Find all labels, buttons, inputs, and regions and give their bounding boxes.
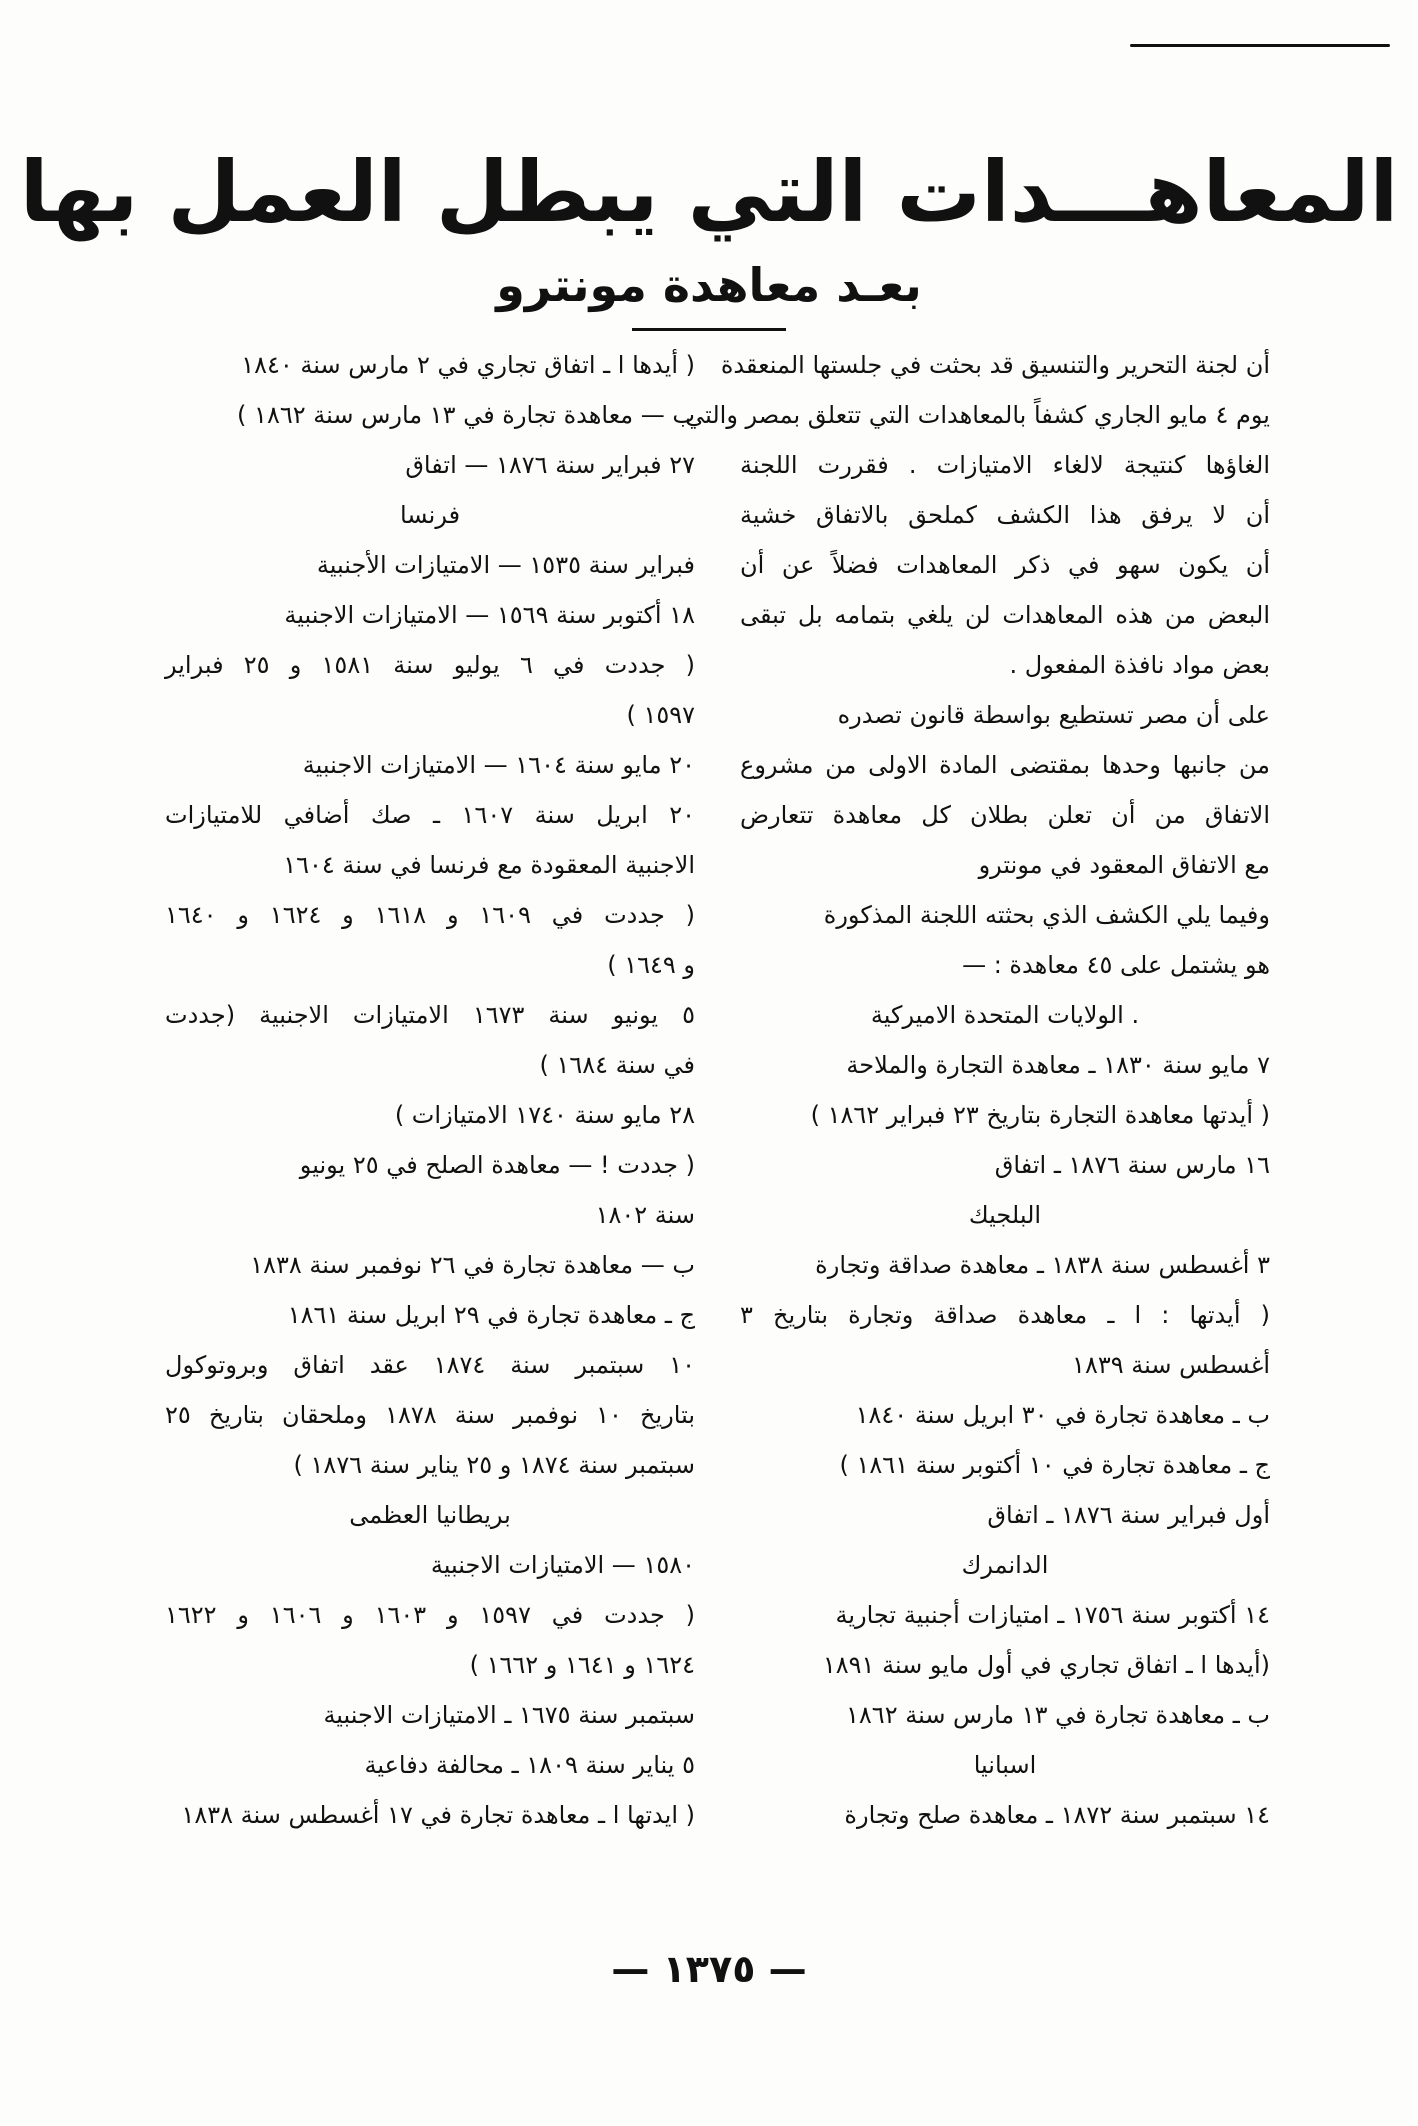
- text-line: ج ـ معاهدة تجارة في ٢٩ ابريل سنة ١٨٦١: [287, 1301, 695, 1329]
- text-line: أن يكون سهو في ذكر المعاهدات فضلاً عن أن: [740, 551, 1270, 579]
- text-line: الاتفاق من أن تعلن بطلان كل معاهدة تتعارض: [740, 801, 1270, 829]
- text-line: أن لا يرفق هذا الكشف كملحق بالاتفاق خشية: [740, 501, 1270, 529]
- text-line: هو يشتمل على ٤٥ معاهدة : —: [962, 951, 1270, 979]
- text-line: ب — معاهدة تجارة في ٢٦ نوفمبر سنة ١٨٣٨: [250, 1251, 695, 1279]
- text-line: ٥ يونيو سنة ١٦٧٣ الامتيازات الاجنبية (جددت: [165, 1001, 695, 1029]
- text-line: ١٦٢٤ و ١٦٤١ و ١٦٦٢ ): [469, 1651, 695, 1679]
- text-line: سنة ١٨٠٢: [595, 1201, 695, 1229]
- text-line: ( أيدتها : ا ـ معاهدة صداقة وتجارة بتاريخ ٣: [740, 1301, 1270, 1329]
- text-line: ( جددت في ٦ يوليو سنة ١٥٨١ و ٢٥ فبراير: [165, 651, 695, 679]
- page-subtitle: بعـد معاهدة مونترو: [496, 258, 922, 312]
- text-line: الغاؤها كنتيجة لالغاء الامتيازات . فقررت اللجنة: [740, 451, 1270, 479]
- text-line: ( أيدتها معاهدة التجارة بتاريخ ٢٣ فبراير ١٨٦٢ ): [810, 1101, 1270, 1129]
- text-line: سبتمبر سنة ١٦٧٥ ـ الامتيازات الاجنبية: [323, 1701, 695, 1729]
- text-line: ( ايدتها ا ـ معاهدة تجارة في ١٧ أغسطس سنة ١٨٣٨: [181, 1801, 695, 1829]
- text-line: أغسطس سنة ١٨٣٩: [1072, 1351, 1270, 1379]
- text-line: البعض من هذه المعاهدات لن يلغي بتمامه بل تبقى: [740, 601, 1270, 629]
- text-line: ١٤ أكتوبر سنة ١٧٥٦ ـ امتيازات أجنبية تجارية: [835, 1601, 1270, 1629]
- text-line: ١٠ سبتمبر سنة ١٨٧٤ عقد اتفاق وبروتوكول: [165, 1351, 695, 1379]
- section-heading: اسبانيا: [973, 1751, 1037, 1779]
- text-line: ب ـ معاهدة تجارة في ٣٠ ابريل سنة ١٨٤٠: [855, 1401, 1270, 1429]
- section-heading: فرنسا: [399, 501, 461, 529]
- text-line: ٢٠ مايو سنة ١٦٠٤ — الامتيازات الاجنبية: [302, 751, 695, 779]
- text-line: ٢٨ مايو سنة ١٧٤٠ الامتيازات ): [394, 1101, 695, 1129]
- text-line: ( جددت في ١٥٩٧ و ١٦٠٣ و ١٦٠٦ و ١٦٢٢: [165, 1601, 695, 1629]
- text-line: على أن مصر تستطيع بواسطة قانون تصدره: [837, 701, 1270, 729]
- page-number: — ١٣٧٥ —: [611, 1947, 807, 1991]
- left-text-column: [165, 340, 695, 1840]
- text-line: ٣ أغسطس سنة ١٨٣٨ ـ معاهدة صداقة وتجارة: [815, 1251, 1270, 1279]
- text-line: ١٥٩٧ ): [626, 701, 695, 729]
- text-line: بعض مواد نافذة المفعول .: [1009, 651, 1270, 679]
- text-line: مع الاتفاق المعقود في مونترو: [978, 851, 1270, 879]
- text-line: بتاريخ ١٠ نوفمبر سنة ١٨٧٨ وملحقان بتاريخ ٢٥: [165, 1401, 695, 1429]
- section-heading: . الولايات المتحدة الاميركية: [870, 1001, 1140, 1029]
- text-line: ( جددت في ١٦٠٩ و ١٦١٨ و ١٦٢٤ و ١٦٤٠: [165, 901, 695, 929]
- text-line: الاجنبية المعقودة مع فرنسا في سنة ١٦٠٤: [283, 851, 695, 879]
- top-decorative-rule: [1130, 44, 1390, 47]
- text-line: و ١٦٤٩ ): [607, 951, 695, 979]
- text-line: من جانبها وحدها بمقتضى المادة الاولى من مشروع: [740, 751, 1270, 779]
- title-underline: [632, 328, 786, 331]
- page-title: المعاهـــدات التي يبطل العمل بها: [19, 143, 1399, 241]
- text-line: ٧ مايو سنة ١٨٣٠ ـ معاهدة التجارة والملاحة: [846, 1051, 1270, 1079]
- section-heading: الدانمرك: [961, 1551, 1049, 1579]
- text-line: (أيدها ا ـ اتفاق تجاري في أول مايو سنة ١٨٩١: [822, 1651, 1270, 1679]
- text-line: ( أيدها ا ـ اتفاق تجاري في ٢ مارس سنة ١٨٤٠: [241, 351, 695, 379]
- text-line: ( جددت ! — معاهدة الصلح في ٢٥ يونيو: [299, 1151, 695, 1179]
- text-line: ب ـ معاهدة تجارة في ١٣ مارس سنة ١٨٦٢: [846, 1701, 1270, 1729]
- text-line: في سنة ١٦٨٤ ): [539, 1051, 695, 1079]
- text-line: ٥ يناير سنة ١٨٠٩ ـ محالفة دفاعية: [364, 1751, 695, 1779]
- text-line: أن لجنة التحرير والتنسيق قد بحثت في جلستها المنعقدة: [720, 351, 1270, 379]
- text-line: ١٤ سبتمبر سنة ١٨٧٢ ـ معاهدة صلح وتجارة: [844, 1801, 1270, 1829]
- text-line: أول فبراير سنة ١٨٧٦ ـ اتفاق: [987, 1501, 1270, 1529]
- text-line: ٢٧ فبراير سنة ١٨٧٦ — اتفاق: [405, 451, 695, 479]
- right-text-column: [685, 340, 1270, 1840]
- text-line: يوم ٤ مايو الجاري كشفاً بالمعاهدات التي تتعلق بمصر والتي: [685, 401, 1270, 429]
- text-line: سبتمبر سنة ١٨٧٤ و ٢٥ يناير سنة ١٨٧٦ ): [293, 1451, 695, 1479]
- text-line: وفيما يلي الكشف الذي بحثته اللجنة المذكورة: [823, 901, 1270, 929]
- text-line: ١٨ أكتوبر سنة ١٥٦٩ — الامتيازات الاجنبية: [284, 601, 695, 629]
- text-line: فبراير سنة ١٥٣٥ — الامتيازات الأجنبية: [316, 551, 695, 579]
- section-heading: البلجيك: [968, 1201, 1042, 1229]
- text-line: ٢٠ ابريل سنة ١٦٠٧ ـ صك أضافي للامتيازات: [165, 801, 695, 829]
- text-line: ج ـ معاهدة تجارة في ١٠ أكتوبر سنة ١٨٦١ ): [839, 1451, 1270, 1479]
- text-line: ب — معاهدة تجارة في ١٣ مارس سنة ١٨٦٢ ): [237, 401, 695, 429]
- section-heading: بريطانيا العظمى: [349, 1501, 511, 1529]
- text-line: ١٥٨٠ — الامتيازات الاجنبية: [430, 1551, 695, 1579]
- text-line: ١٦ مارس سنة ١٨٧٦ ـ اتفاق: [994, 1151, 1270, 1179]
